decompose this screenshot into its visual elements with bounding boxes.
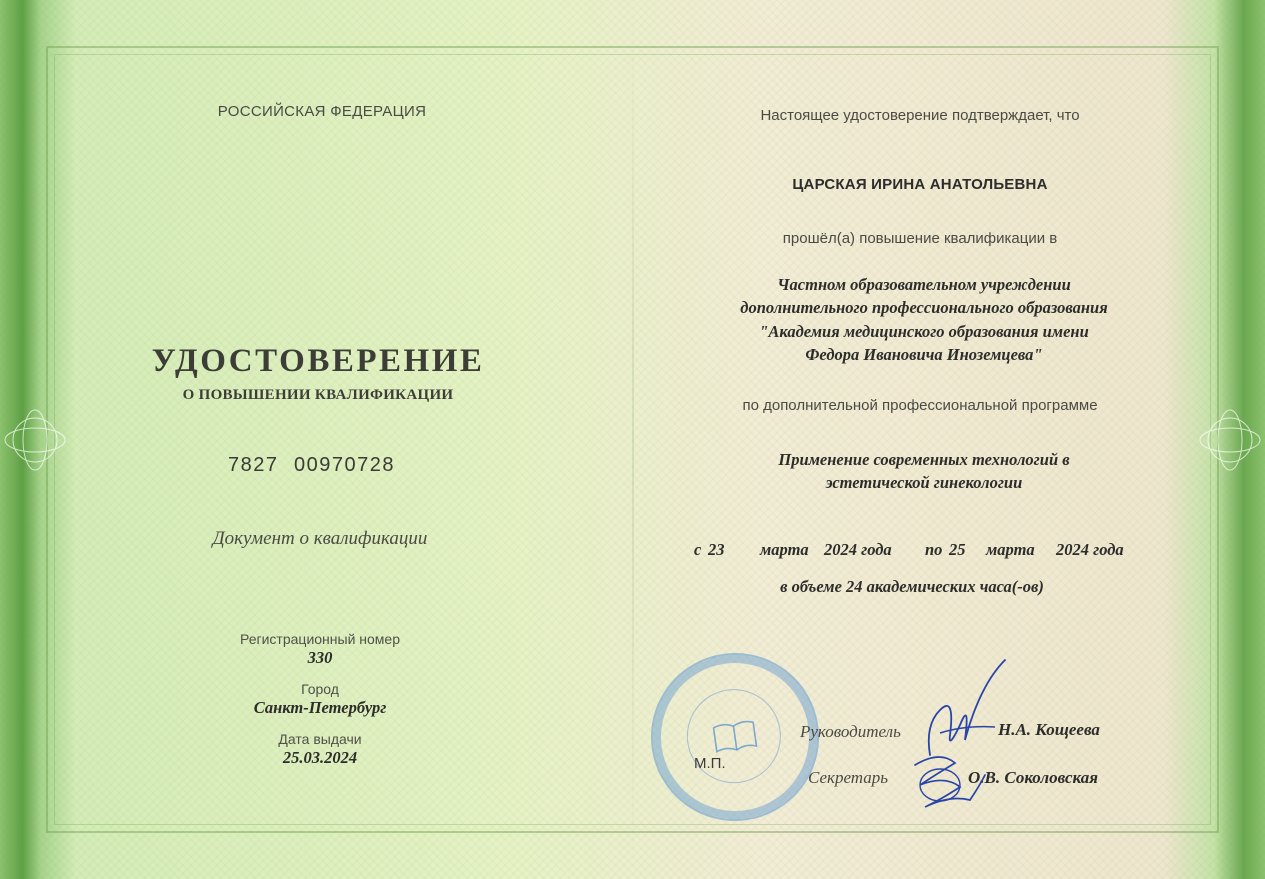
period-from-day: 23	[708, 540, 725, 559]
guilloche-ornament-left	[0, 380, 70, 500]
institution-line-4: Федора Ивановича Иноземцева"	[805, 345, 1043, 364]
secretary-name: О.В. Соколовская	[968, 768, 1098, 787]
institution-line-2: дополнительного профессионального образования	[740, 298, 1108, 317]
institution-line-3: "Академия медицинского образования имени	[759, 322, 1089, 341]
period-to-prefix: по	[925, 540, 943, 559]
country-label: РОССИЙСКАЯ ФЕДЕРАЦИЯ	[217, 103, 427, 120]
series-number: 7827	[228, 454, 279, 476]
document-subtitle: О ПОВЫШЕНИИ КВАЛИФИКАЦИИ	[182, 387, 454, 403]
document-title: УДОСТОВЕРЕНИЕ	[151, 343, 485, 379]
secretary-label: Секретарь	[808, 768, 888, 787]
seal-place-label: М.П.	[694, 755, 726, 772]
period-to-month: марта	[986, 540, 1035, 559]
issue-date-value: 25.03.2024	[282, 748, 358, 767]
period-to-day: 25	[949, 540, 966, 559]
head-label: Руководитель	[800, 722, 901, 741]
document-type: Документ о квалификации	[212, 528, 428, 549]
recipient-name: ЦАРСКАЯ ИРИНА АНАТОЛЬЕВНА	[792, 176, 1048, 193]
book-icon	[711, 716, 759, 756]
program-line-1: Применение современных технологий в	[778, 450, 1070, 469]
period-from-prefix: с	[694, 540, 702, 559]
city-value: Санкт-Петербург	[253, 698, 387, 717]
period-to-year: 2024 года	[1056, 540, 1124, 559]
intro-text: Настоящее удостоверение подтверждает, что	[760, 107, 1080, 124]
period-from-month: марта	[760, 540, 809, 559]
city-label: Город	[301, 681, 339, 697]
registration-number-label: Регистрационный номер	[240, 631, 400, 647]
passed-text: прошёл(а) повышение квалификации в	[782, 230, 1058, 247]
secretary-signature	[900, 745, 990, 820]
period-from-year: 2024 года	[824, 540, 892, 559]
institution-line-1: Частном образовательном учреждении	[777, 275, 1071, 294]
registration-number-value: 330	[307, 648, 333, 667]
issue-date-label: Дата выдачи	[278, 731, 362, 747]
volume-hours: в объеме 24 академических часа(-ов)	[780, 577, 1044, 596]
guilloche-ornament-right	[1195, 380, 1265, 500]
certificate-number: 00970728	[294, 454, 395, 476]
page-fold	[632, 0, 634, 879]
head-name: Н.А. Кощеева	[998, 720, 1100, 739]
program-line-2: эстетической гинекологии	[825, 473, 1023, 492]
program-label: по дополнительной профессиональной программе	[742, 397, 1098, 414]
